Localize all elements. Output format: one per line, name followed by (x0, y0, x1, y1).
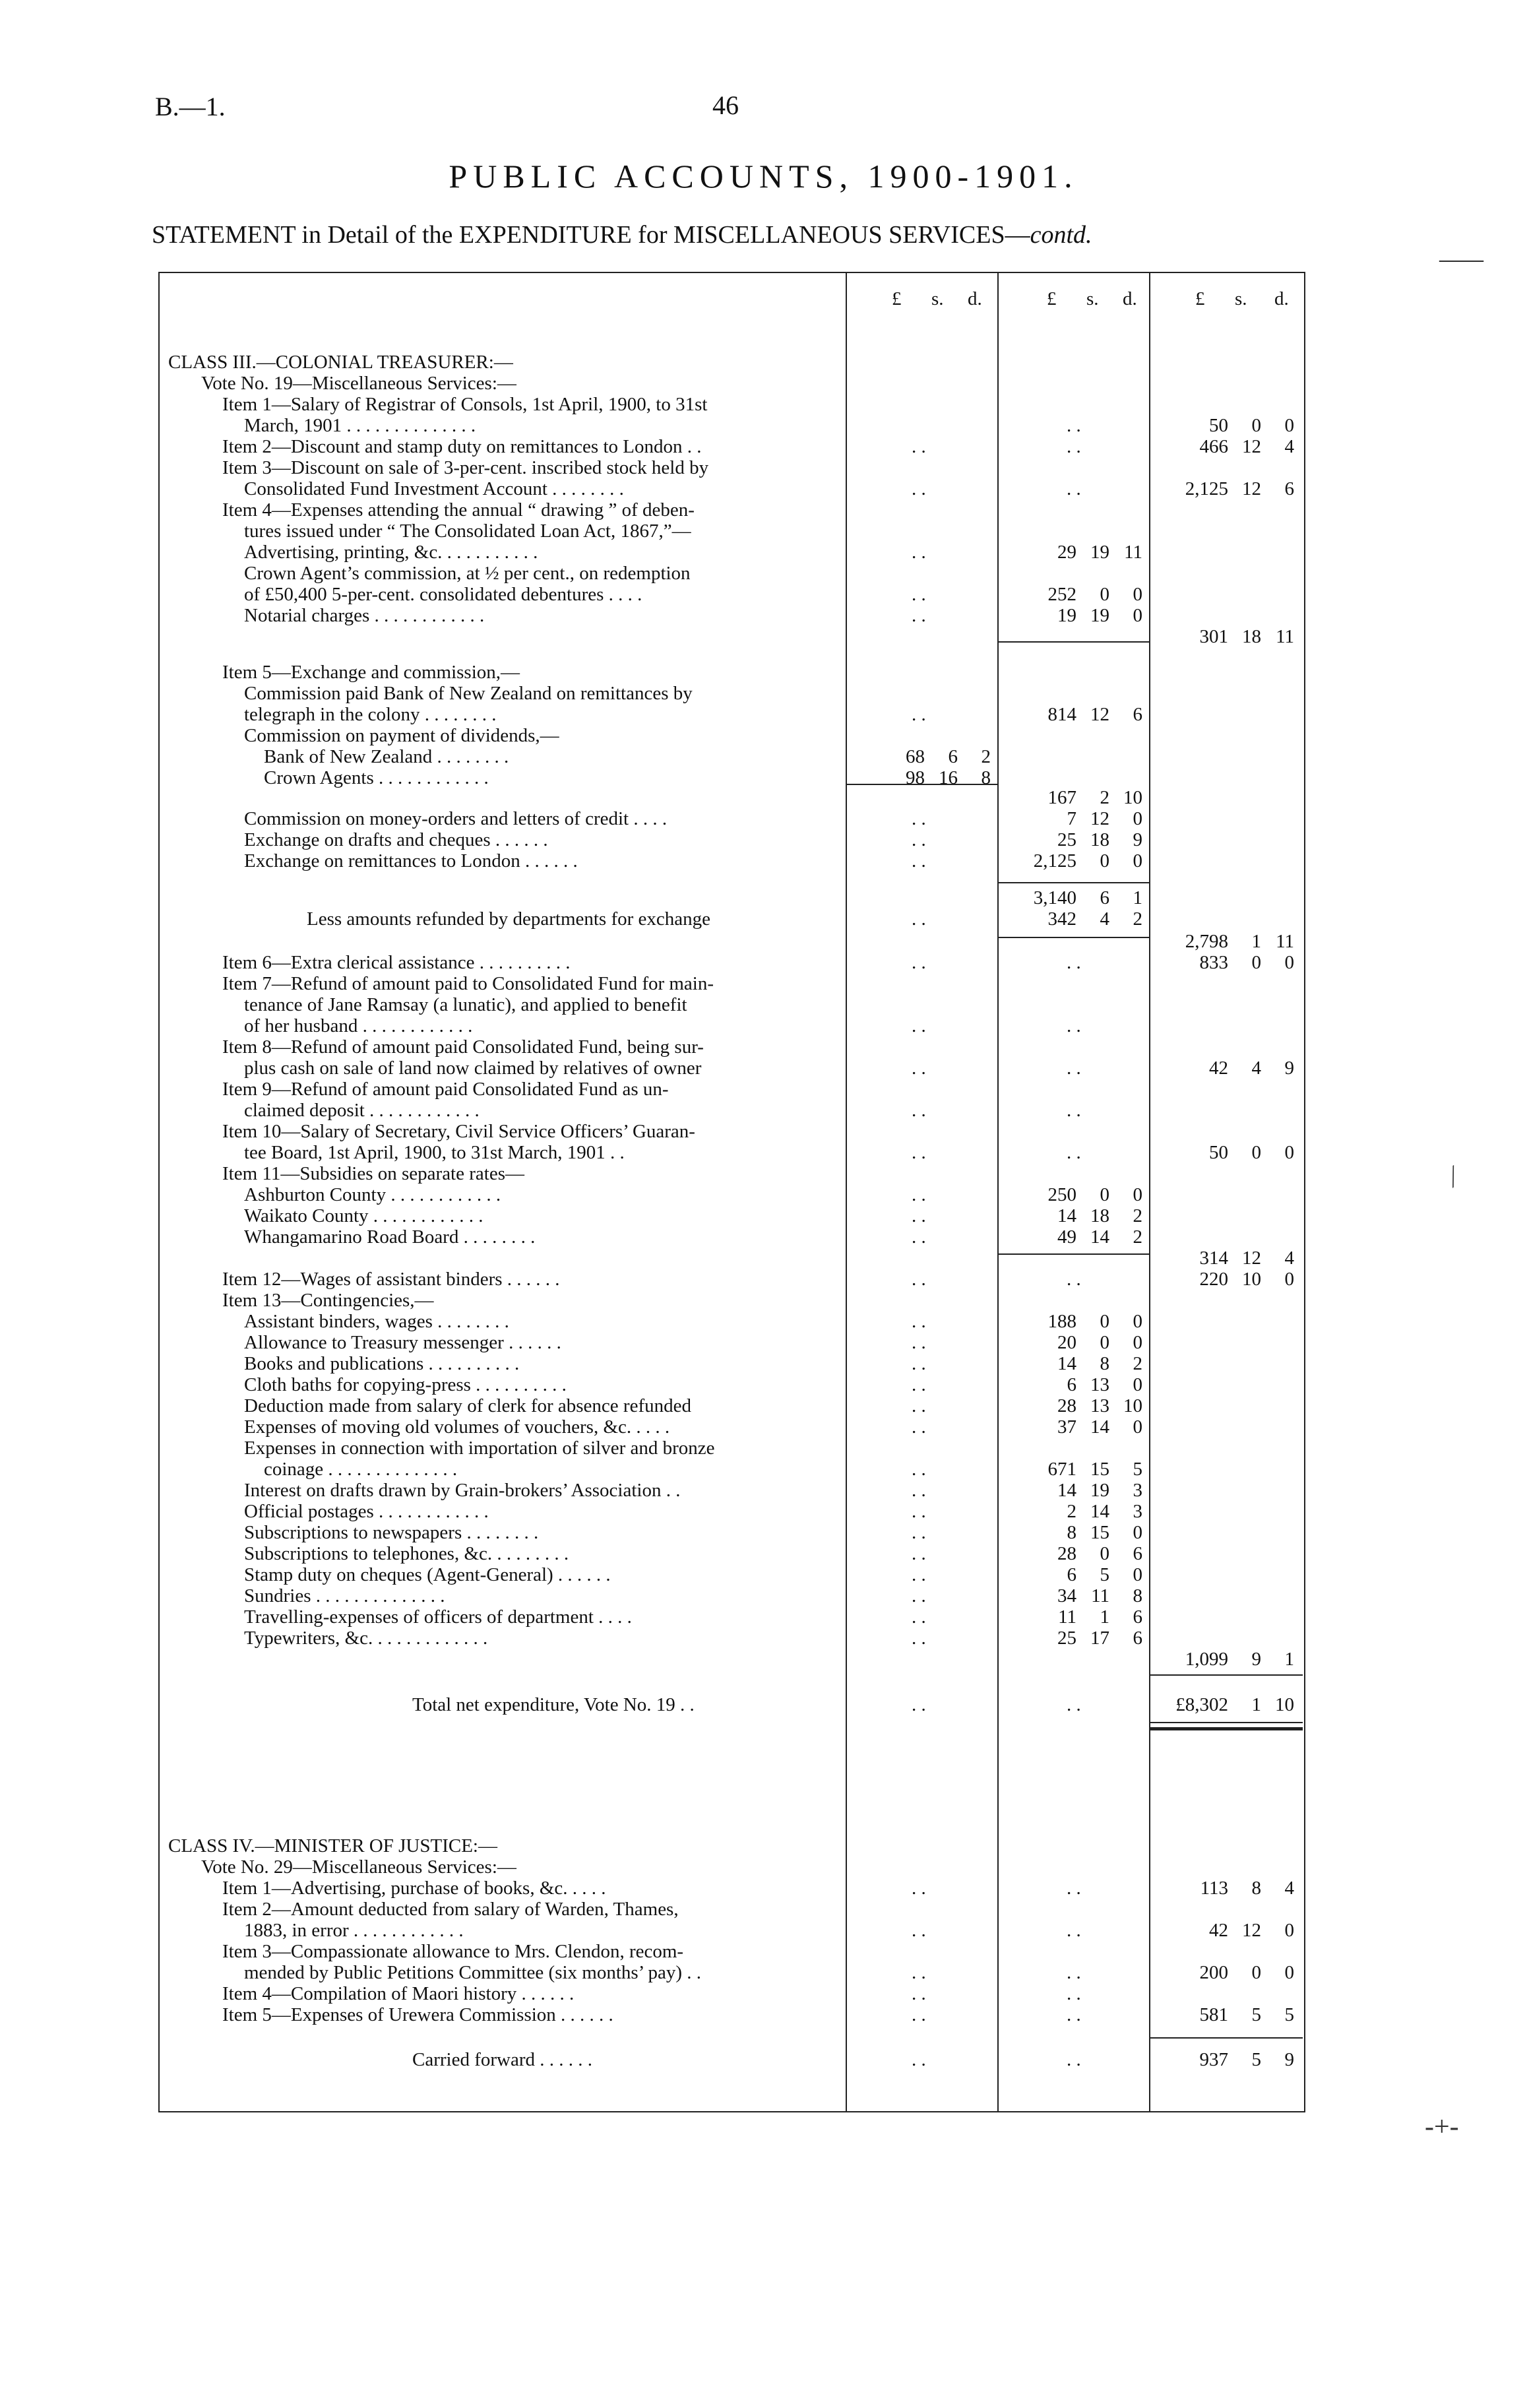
c3-pounds: 301 (1199, 626, 1228, 647)
row-description: Item 9—Refund of amount paid Consolidated Fund as un- (222, 1079, 669, 1100)
c2-pounds: 28 (1057, 1543, 1076, 1564)
margin-mark: ‐+‐ (1425, 2112, 1459, 2142)
row-description: Expenses in connection with importation of silver and bronze (244, 1438, 715, 1459)
c2-pounds: 34 (1057, 1585, 1076, 1606)
row-description: tures issued under “ The Consolidated Loan Act, 1867,”— (244, 521, 691, 542)
c1-leader: . . (912, 478, 926, 499)
c1-leader: . . (912, 2049, 926, 2070)
row-description: of £50,400 5-per-cent. consolidated debentures . . . . (244, 584, 642, 605)
c2-leader: . . (1067, 415, 1081, 436)
c2-shillings: 13 (1090, 1374, 1109, 1395)
c2-shillings: 18 (1090, 1205, 1109, 1226)
c3-shillings: 1 (1251, 1694, 1261, 1715)
row-description: Expenses of moving old volumes of vouchers, &c. . . . . (244, 1416, 670, 1438)
row-description: Exchange on remittances to London . . . . . . (244, 850, 578, 871)
c3-pounds: 50 (1209, 415, 1228, 436)
c2-shillings: 1 (1100, 1606, 1109, 1628)
c2-pence: 2 (1133, 1205, 1142, 1226)
subtotal-rule (997, 937, 1149, 938)
c3-pounds: 314 (1199, 1248, 1228, 1269)
c2-pounds: 252 (1047, 584, 1076, 605)
total-rule (1149, 1674, 1303, 1676)
c3-pence: 9 (1284, 1058, 1294, 1079)
column-divider (1149, 272, 1150, 2112)
c3-pounds: 2,798 (1185, 931, 1228, 952)
c3-shillings: 4 (1251, 1058, 1261, 1079)
c2-pence: 0 (1133, 850, 1142, 871)
c2-pence: 3 (1133, 1501, 1142, 1522)
c2-shillings: 18 (1090, 829, 1109, 850)
subtotal-rule (997, 882, 1149, 883)
row-description: Allowance to Treasury messenger . . . . . . (244, 1332, 561, 1353)
row-description: Item 3—Discount on sale of 3-per-cent. inscribed stock held by (222, 457, 709, 478)
c2-shillings: 12 (1090, 704, 1109, 725)
c1-leader: . . (912, 1606, 926, 1628)
c2-pence: 0 (1133, 1522, 1142, 1543)
c1-pence: 2 (981, 746, 991, 767)
row-description: Sundries . . . . . . . . . . . . . . (244, 1585, 445, 1606)
c1-leader: . . (912, 1184, 926, 1205)
statement-subtitle (152, 220, 1313, 249)
c2-shillings: 14 (1090, 1416, 1109, 1438)
c3-shillings: 5 (1251, 2049, 1261, 2070)
c2-shillings: 2 (1100, 787, 1109, 808)
c3-shillings: 1 (1251, 931, 1261, 952)
c2-pounds: 28 (1057, 1395, 1076, 1416)
c2-shillings: 19 (1090, 1480, 1109, 1501)
c3-pounds: 42 (1209, 1058, 1228, 1079)
subtotal-rule (846, 784, 997, 785)
row-description: Advertising, printing, &c. . . . . . . . . . . (244, 542, 538, 563)
c2-pence: 2 (1133, 908, 1142, 930)
page-reference: B.—1. (155, 92, 226, 121)
c3-pounds: 2,125 (1185, 478, 1228, 499)
c3-pounds: 581 (1199, 2004, 1228, 2025)
c1-leader: . . (912, 1585, 926, 1606)
c2-shillings: 0 (1100, 1332, 1109, 1353)
c3-pounds: 1,099 (1185, 1649, 1228, 1670)
c2-pence: 11 (1124, 542, 1142, 563)
row-description: Deduction made from salary of clerk for absence refunded (244, 1395, 691, 1416)
row-description: Item 8—Refund of amount paid Consolidated Fund, being sur- (222, 1036, 704, 1058)
c2-leader: . . (1067, 1058, 1081, 1079)
c1-leader: . . (912, 1501, 926, 1522)
c3-shillings: 12 (1242, 1248, 1261, 1269)
c1-leader: . . (912, 1480, 926, 1501)
c1-leader: . . (912, 436, 926, 457)
col1-pence-header: d. (968, 288, 982, 309)
c2-shillings: 12 (1090, 808, 1109, 829)
c2-pence: 0 (1133, 1332, 1142, 1353)
row-description: Cloth baths for copying-press . . . . . . . . . . (244, 1374, 567, 1395)
row-description: tenance of Jane Ramsay (a lunatic), and applied to benefit (244, 994, 687, 1015)
row-description: Notarial charges . . . . . . . . . . . . (244, 605, 485, 626)
c2-pounds: 6 (1067, 1374, 1076, 1395)
c3-pounds: 220 (1199, 1269, 1228, 1290)
c2-pounds: 29 (1057, 542, 1076, 563)
total-double-rule-top (1149, 1722, 1303, 1723)
c2-leader: . . (1067, 1962, 1081, 1983)
c3-pence: 5 (1284, 2004, 1294, 2025)
c3-pence: 4 (1284, 1248, 1294, 1269)
c2-leader: . . (1067, 478, 1081, 499)
c1-leader: . . (912, 850, 926, 871)
c1-leader: . . (912, 908, 926, 930)
c1-leader: . . (912, 1353, 926, 1374)
c2-leader: . . (1067, 952, 1081, 973)
c3-pounds: 42 (1209, 1920, 1228, 1941)
c2-pence: 0 (1133, 1184, 1142, 1205)
row-description: Item 1—Advertising, purchase of books, &c. . . . . (222, 1878, 606, 1899)
c1-leader: . . (912, 1564, 926, 1585)
c2-pounds: 2,125 (1033, 850, 1076, 871)
c3-shillings: 0 (1251, 415, 1261, 436)
column-divider (997, 272, 999, 2112)
c2-pounds: 37 (1057, 1416, 1076, 1438)
c2-pence: 0 (1133, 808, 1142, 829)
c2-pounds: 14 (1057, 1205, 1076, 1226)
c3-shillings: 0 (1251, 1142, 1261, 1163)
c2-leader: . . (1067, 1269, 1081, 1290)
c2-shillings: 0 (1100, 584, 1109, 605)
col3-shilling-header: s. (1235, 288, 1247, 309)
c3-shillings: 10 (1242, 1269, 1261, 1290)
c2-leader: . . (1067, 2049, 1081, 2070)
row-description: Item 3—Compassionate allowance to Mrs. Clendon, recom- (222, 1941, 684, 1962)
row-description: tee Board, 1st April, 1900, to 31st March, 1901 . . (244, 1142, 625, 1163)
c1-leader: . . (912, 1459, 926, 1480)
row-description: Item 2—Discount and stamp duty on remittances to London . . (222, 436, 702, 457)
c2-pence: 2 (1133, 1353, 1142, 1374)
c2-shillings: 0 (1100, 1311, 1109, 1332)
c1-leader: . . (912, 1142, 926, 1163)
col2-pound-header: £ (1047, 288, 1057, 309)
c2-pounds: 14 (1057, 1480, 1076, 1501)
c2-pence: 0 (1133, 584, 1142, 605)
c2-shillings: 11 (1091, 1585, 1109, 1606)
row-description: Whangamarino Road Board . . . . . . . . (244, 1226, 536, 1248)
c2-pounds: 250 (1047, 1184, 1076, 1205)
subtotal-rule (997, 1253, 1149, 1255)
c2-pounds: 188 (1047, 1311, 1076, 1332)
margin-mark: ⁄ (1443, 1163, 1464, 1191)
c3-pence: 0 (1284, 1920, 1294, 1941)
c2-pence: 8 (1133, 1585, 1142, 1606)
c3-pounds: 50 (1209, 1142, 1228, 1163)
c2-shillings: 6 (1100, 887, 1109, 908)
row-description: Less amounts refunded by departments for exchange (307, 908, 711, 930)
c2-pence: 5 (1133, 1459, 1142, 1480)
c1-leader: . . (912, 1269, 926, 1290)
row-description: Item 5—Exchange and commission,— (222, 662, 520, 683)
c1-leader: . . (912, 1205, 926, 1226)
c1-shillings: 16 (939, 767, 958, 788)
c2-leader: . . (1067, 1142, 1081, 1163)
page-title: PUBLIC ACCOUNTS, 1900-1901. (449, 158, 1078, 195)
c2-leader: . . (1067, 1920, 1081, 1941)
c2-shillings: 0 (1100, 850, 1109, 871)
c3-pence: 11 (1276, 931, 1294, 952)
subtotal-rule (997, 641, 1149, 643)
c2-pence: 0 (1133, 1311, 1142, 1332)
row-description: Item 12—Wages of assistant binders . . . . . . (222, 1269, 560, 1290)
carried-forward-rule (1149, 2037, 1303, 2039)
row-description: Vote No. 19—Miscellaneous Services:— (201, 373, 516, 394)
c3-shillings: 8 (1251, 1878, 1261, 1899)
c2-pence: 3 (1133, 1480, 1142, 1501)
row-description: Vote No. 29—Miscellaneous Services:— (201, 1856, 516, 1878)
c1-leader: . . (912, 1395, 926, 1416)
c3-shillings: 5 (1251, 2004, 1261, 2025)
c2-pounds: 19 (1057, 605, 1076, 626)
col3-pence-header: d. (1274, 288, 1289, 309)
c2-pounds: 6 (1067, 1564, 1076, 1585)
row-description: Subscriptions to telephones, &c. . . . . . . . . (244, 1543, 569, 1564)
row-description: Exchange on drafts and cheques . . . . . . (244, 829, 548, 850)
c1-leader: . . (912, 605, 926, 626)
c1-leader: . . (912, 1226, 926, 1248)
c2-pounds: 8 (1067, 1522, 1076, 1543)
c2-pounds: 49 (1057, 1226, 1076, 1248)
c2-pounds: 814 (1047, 704, 1076, 725)
c1-leader: . . (912, 1058, 926, 1079)
row-description: telegraph in the colony . . . . . . . . (244, 704, 497, 725)
c3-shillings: 0 (1251, 1962, 1261, 1983)
c2-pence: 2 (1133, 1226, 1142, 1248)
c3-pence: 4 (1284, 1878, 1294, 1899)
c2-pounds: 342 (1047, 908, 1076, 930)
c3-pence: 9 (1284, 2049, 1294, 2070)
c1-leader: . . (912, 584, 926, 605)
row-description: Consolidated Fund Investment Account . . . . . . . . (244, 478, 624, 499)
c2-shillings: 13 (1090, 1395, 1109, 1416)
c3-pounds: £8,302 (1175, 1694, 1228, 1715)
c2-shillings: 0 (1100, 1543, 1109, 1564)
c1-leader: . . (912, 1015, 926, 1036)
c1-pence: 8 (981, 767, 991, 788)
row-description: Bank of New Zealand . . . . . . . . (264, 746, 509, 767)
row-description: of her husband . . . . . . . . . . . . (244, 1015, 473, 1036)
c3-pence: 0 (1284, 1962, 1294, 1983)
row-description: Stamp duty on cheques (Agent-General) . . . . . . (244, 1564, 611, 1585)
c3-pence: 11 (1276, 626, 1294, 647)
row-description: CLASS IV.—MINISTER OF JUSTICE:— (168, 1835, 497, 1856)
c3-shillings: 12 (1242, 1920, 1261, 1941)
c2-pence: 6 (1133, 704, 1142, 725)
col3-pound-header: £ (1195, 288, 1205, 309)
row-description: claimed deposit . . . . . . . . . . . . (244, 1100, 480, 1121)
c2-pence: 10 (1123, 787, 1142, 808)
row-description: Crown Agents . . . . . . . . . . . . (264, 767, 489, 788)
c2-leader: . . (1067, 436, 1081, 457)
row-description: Item 7—Refund of amount paid to Consolidated Fund for main- (222, 973, 714, 994)
c2-shillings: 0 (1100, 1184, 1109, 1205)
c2-pence: 0 (1133, 1374, 1142, 1395)
c3-pence: 0 (1284, 1142, 1294, 1163)
c3-shillings: 12 (1242, 478, 1261, 499)
row-description: Item 5—Expenses of Urewera Commission . . . . . . (222, 2004, 613, 2025)
c2-shillings: 14 (1090, 1501, 1109, 1522)
col2-shilling-header: s. (1086, 288, 1099, 309)
row-description: Item 2—Amount deducted from salary of Warden, Thames, (222, 1899, 679, 1920)
row-description: Ashburton County . . . . . . . . . . . . (244, 1184, 501, 1205)
c2-pence: 10 (1123, 1395, 1142, 1416)
c2-shillings: 5 (1100, 1564, 1109, 1585)
row-description: Subscriptions to newspapers . . . . . . . . (244, 1522, 539, 1543)
c3-shillings: 9 (1251, 1649, 1261, 1670)
row-description: Item 4—Compilation of Maori history . . . . . . (222, 1983, 575, 2004)
c1-leader: . . (912, 808, 926, 829)
c2-pence: 6 (1133, 1606, 1142, 1628)
c3-pounds: 200 (1199, 1962, 1228, 1983)
c3-shillings: 12 (1242, 436, 1261, 457)
c2-pence: 0 (1133, 1564, 1142, 1585)
row-description: March, 1901 . . . . . . . . . . . . . . (244, 415, 476, 436)
c2-leader: . . (1067, 1100, 1081, 1121)
c2-leader: . . (1067, 1878, 1081, 1899)
c2-pence: 9 (1133, 829, 1142, 850)
row-description: Item 13—Contingencies,— (222, 1290, 434, 1311)
c1-leader: . . (912, 1311, 926, 1332)
row-description: Crown Agent’s commission, at ½ per cent., on redemption (244, 563, 691, 584)
row-description: Commission on money-orders and letters of credit . . . . (244, 808, 668, 829)
margin-mark: ⸺ (1438, 245, 1485, 275)
row-description: CLASS III.—COLONIAL TREASURER:— (168, 352, 513, 373)
c1-shillings: 6 (948, 746, 958, 767)
c2-leader: . . (1067, 2004, 1081, 2025)
total-double-rule-bottom (1149, 1727, 1303, 1730)
c2-shillings: 15 (1090, 1522, 1109, 1543)
c2-pounds: 2 (1067, 1501, 1076, 1522)
column-divider (846, 272, 847, 2112)
row-description: Carried forward . . . . . . (412, 2049, 592, 2070)
c2-shillings: 19 (1090, 542, 1109, 563)
c2-pounds: 167 (1047, 787, 1076, 808)
c3-pounds: 466 (1199, 436, 1228, 457)
row-description: Commission paid Bank of New Zealand on remittances by (244, 683, 693, 704)
c1-leader: . . (912, 704, 926, 725)
c1-pounds: 98 (906, 767, 925, 788)
col1-shilling-header: s. (931, 288, 944, 309)
c3-shillings: 0 (1251, 952, 1261, 973)
c2-pounds: 25 (1057, 1628, 1076, 1649)
c3-shillings: 18 (1242, 626, 1261, 647)
c2-pence: 1 (1133, 887, 1142, 908)
c2-pounds: 7 (1067, 808, 1076, 829)
c3-pence: 0 (1284, 415, 1294, 436)
row-description: Item 1—Salary of Registrar of Consols, 1st April, 1900, to 31st (222, 394, 708, 415)
c2-shillings: 19 (1090, 605, 1109, 626)
row-description: mended by Public Petitions Committee (six months’ pay) . . (244, 1962, 701, 1983)
c1-leader: . . (912, 1920, 926, 1941)
row-description: Books and publications . . . . . . . . . . (244, 1353, 520, 1374)
c1-leader: . . (912, 1332, 926, 1353)
c3-pence: 0 (1284, 952, 1294, 973)
row-description: Item 11—Subsidies on separate rates— (222, 1163, 524, 1184)
row-description: Total net expenditure, Vote No. 19 . . (412, 1694, 695, 1715)
c2-shillings: 15 (1090, 1459, 1109, 1480)
row-description: Travelling-expenses of officers of department . . . . (244, 1606, 632, 1628)
row-description: Item 10—Salary of Secretary, Civil Service Officers’ Guaran- (222, 1121, 695, 1142)
c2-leader: . . (1067, 1015, 1081, 1036)
row-description: Typewriters, &c. . . . . . . . . . . . . (244, 1628, 488, 1649)
c1-leader: . . (912, 952, 926, 973)
page-number: 46 (712, 90, 739, 120)
row-description: Item 6—Extra clerical assistance . . . . . . . . . . (222, 952, 571, 973)
c1-leader: . . (912, 1374, 926, 1395)
row-description: 1883, in error . . . . . . . . . . . . (244, 1920, 464, 1941)
c2-pence: 6 (1133, 1628, 1142, 1649)
subtitle-contd: contd. (1030, 221, 1092, 249)
row-description: Assistant binders, wages . . . . . . . . (244, 1311, 509, 1332)
subtitle-main: STATEMENT in Detail of the EXPENDITURE for MISCELLANEOUS SERVICES— (152, 221, 1030, 249)
c2-pence: 0 (1133, 605, 1142, 626)
c1-leader: . . (912, 542, 926, 563)
c1-leader: . . (912, 1100, 926, 1121)
row-description: Commission on payment of dividends,— (244, 725, 559, 746)
c2-leader: . . (1067, 1983, 1081, 2004)
row-description: Waikato County . . . . . . . . . . . . (244, 1205, 483, 1226)
row-description: Interest on drafts drawn by Grain-brokers’ Association . . (244, 1480, 681, 1501)
row-description: Item 4—Expenses attending the annual “ drawing ” of deben- (222, 499, 695, 521)
c1-leader: . . (912, 1694, 926, 1715)
c3-pounds: 833 (1199, 952, 1228, 973)
c3-pounds: 937 (1199, 2049, 1228, 2070)
c3-pence: 10 (1275, 1694, 1294, 1715)
c2-pence: 6 (1133, 1543, 1142, 1564)
c2-shillings: 14 (1090, 1226, 1109, 1248)
c2-pounds: 11 (1058, 1606, 1076, 1628)
c2-pounds: 25 (1057, 829, 1076, 850)
c2-shillings: 17 (1090, 1628, 1109, 1649)
c1-leader: . . (912, 2004, 926, 2025)
c1-leader: . . (912, 1416, 926, 1438)
c1-leader: . . (912, 1983, 926, 2004)
c1-leader: . . (912, 1878, 926, 1899)
row-description: coinage . . . . . . . . . . . . . . (264, 1459, 458, 1480)
c3-pence: 6 (1284, 478, 1294, 499)
c3-pence: 1 (1284, 1649, 1294, 1670)
c3-pence: 0 (1284, 1269, 1294, 1290)
col1-pound-header: £ (892, 288, 902, 309)
c1-leader: . . (912, 1962, 926, 1983)
c1-pounds: 68 (906, 746, 925, 767)
c1-leader: . . (912, 1628, 926, 1649)
row-description: Official postages . . . . . . . . . . . . (244, 1501, 489, 1522)
c3-pence: 4 (1284, 436, 1294, 457)
c2-leader: . . (1067, 1694, 1081, 1715)
row-description: plus cash on sale of land now claimed by relatives of owner (244, 1058, 702, 1079)
c2-shillings: 8 (1100, 1353, 1109, 1374)
c1-leader: . . (912, 829, 926, 850)
c2-pounds: 14 (1057, 1353, 1076, 1374)
col2-pence-header: d. (1123, 288, 1137, 309)
c3-pounds: 113 (1200, 1878, 1228, 1899)
c1-leader: . . (912, 1543, 926, 1564)
c2-shillings: 4 (1100, 908, 1109, 930)
c1-leader: . . (912, 1522, 926, 1543)
c2-pence: 0 (1133, 1416, 1142, 1438)
c2-pounds: 20 (1057, 1332, 1076, 1353)
c2-pounds: 3,140 (1033, 887, 1076, 908)
c2-pounds: 671 (1047, 1459, 1076, 1480)
